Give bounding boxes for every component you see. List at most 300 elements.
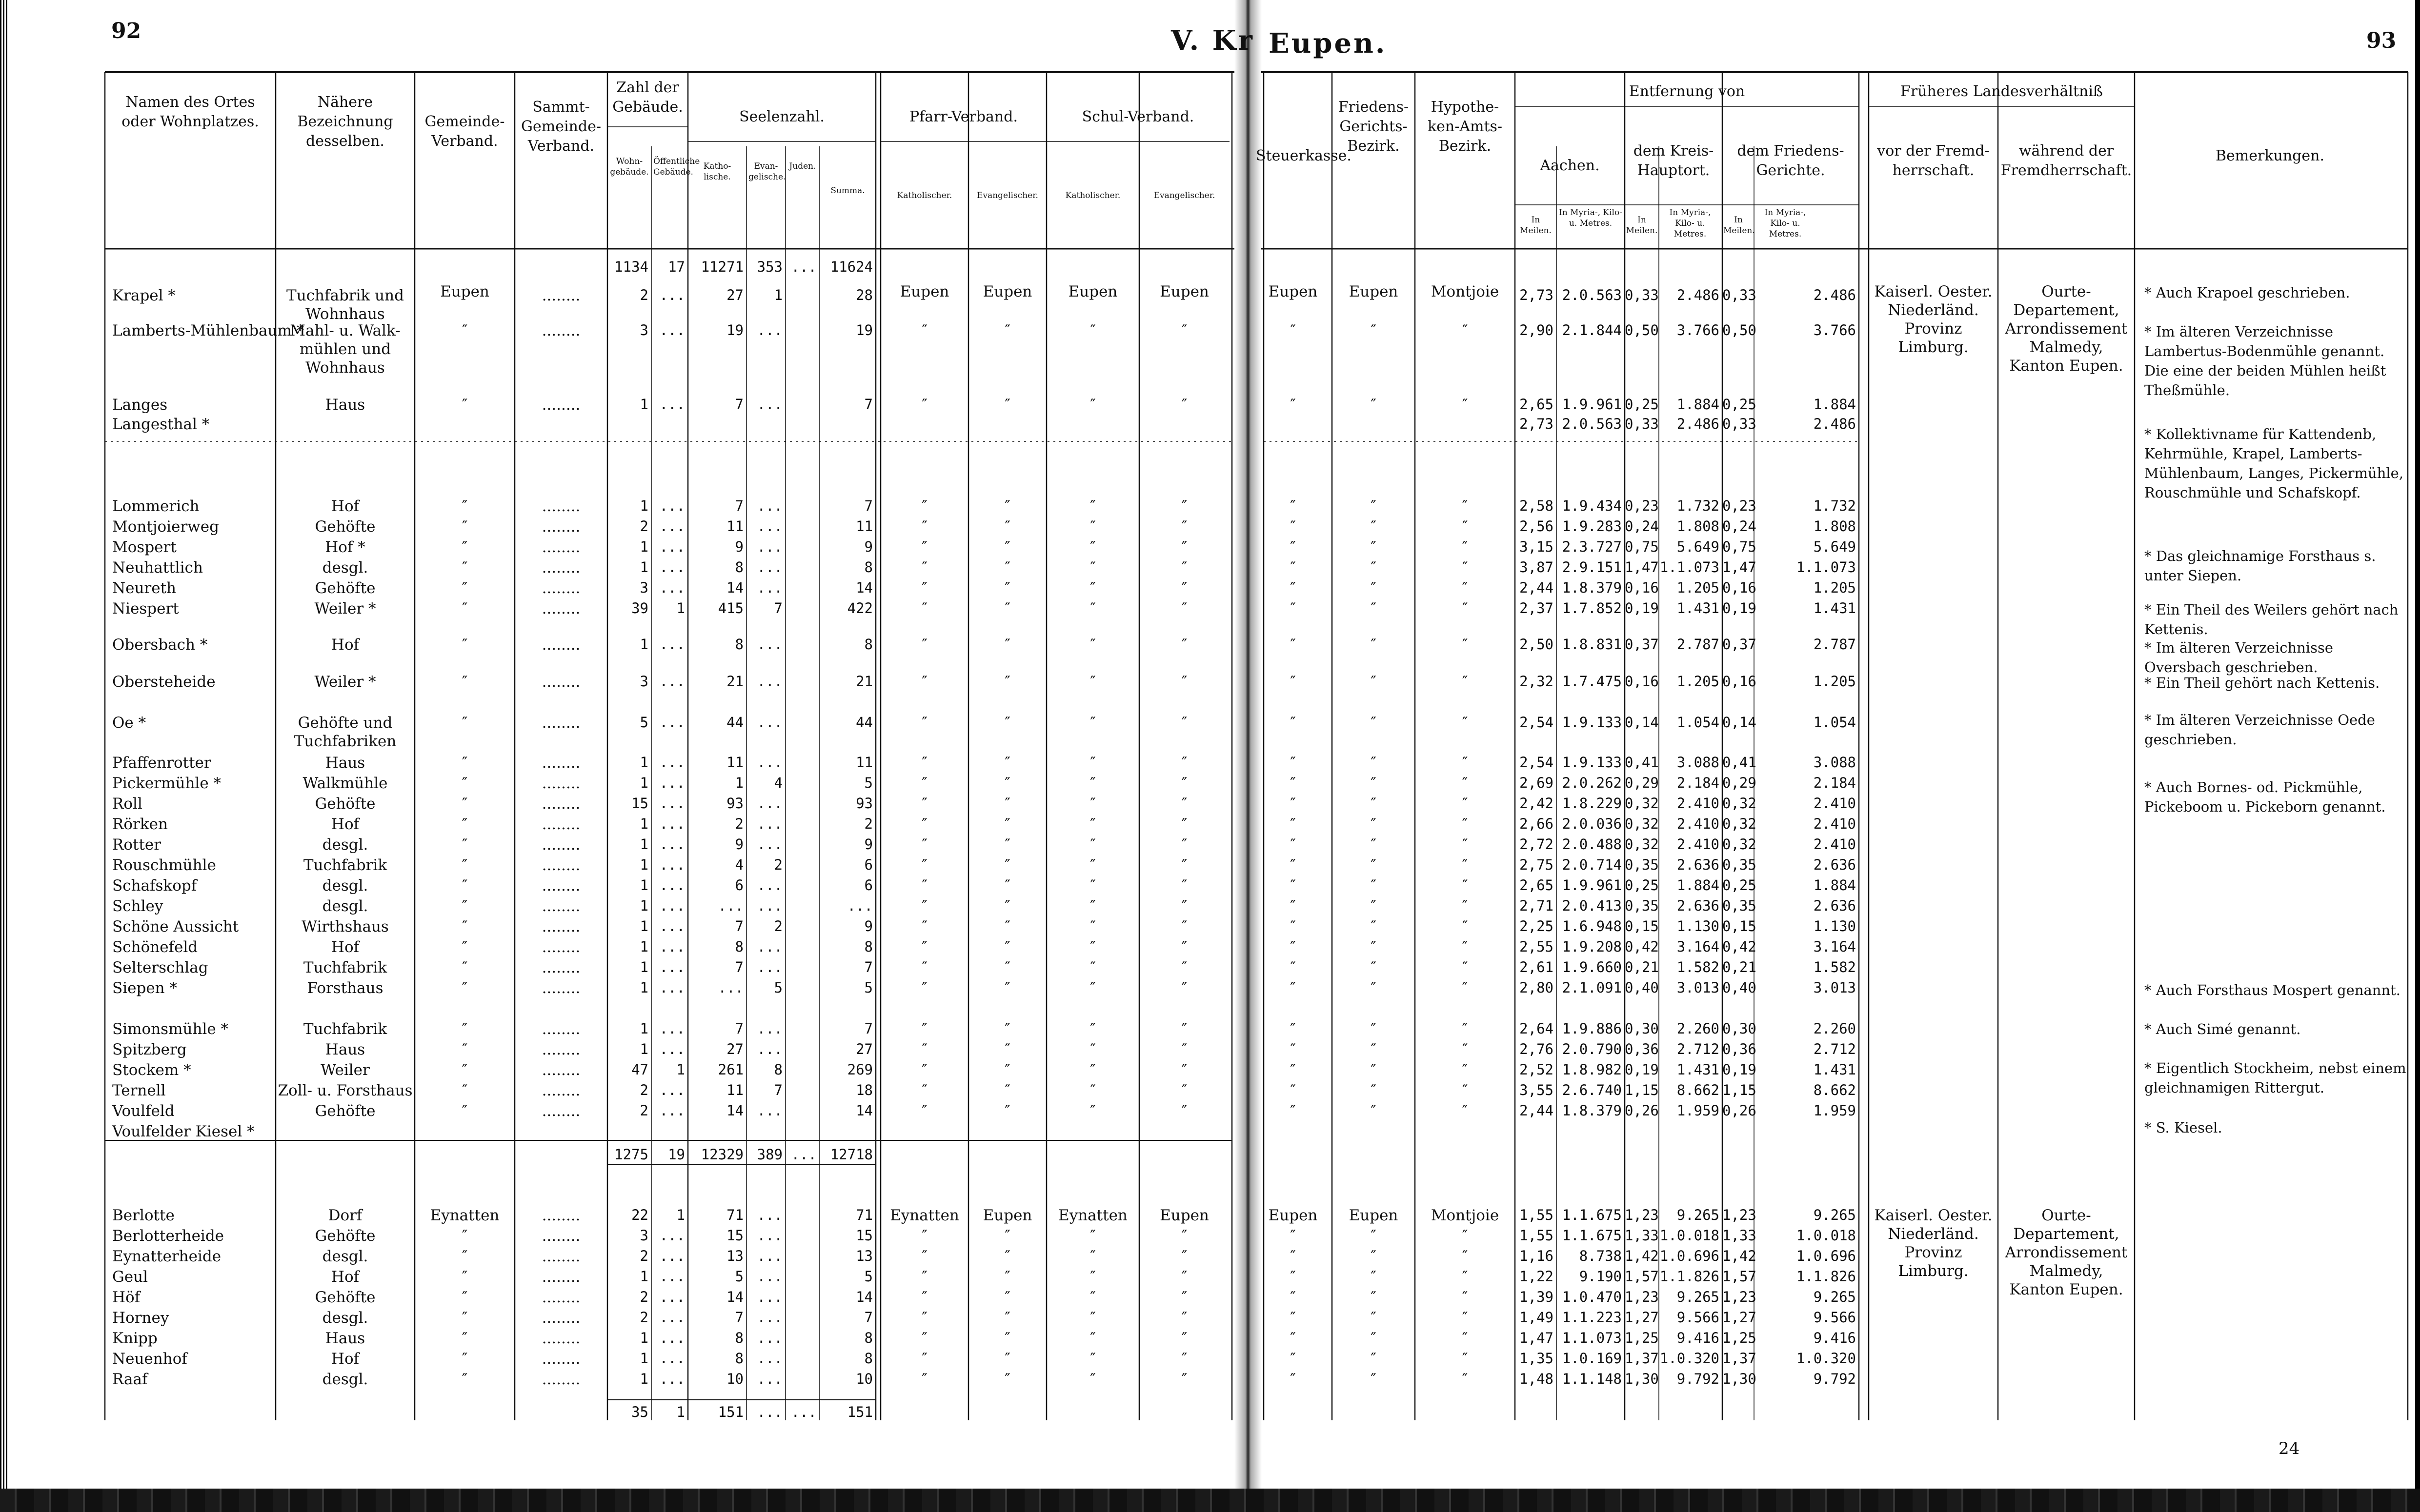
sammt-dots: ........ (542, 877, 581, 895)
pop-evangelical: ... (757, 1330, 783, 1346)
sammt-dots: ........ (542, 579, 581, 597)
dist-district-miles: 0,16 (1625, 579, 1659, 596)
buildings-dwelling: 2 (640, 1309, 648, 1326)
ditto-pe: ″ (1005, 938, 1010, 956)
dist-aachen-miles: 2,32 (1519, 673, 1553, 690)
total-sum: 12718 (830, 1146, 873, 1163)
pop-evangelical: 2 (774, 918, 783, 935)
ditto-hy: ″ (1462, 836, 1468, 854)
dist-aachen-miles: 1,39 (1519, 1289, 1553, 1305)
buildings-public: ... (659, 836, 685, 853)
header-sammt-gemeinde: Sammt-Gemeinde-Verband. (521, 99, 601, 155)
ditto-fr: ″ (1371, 795, 1376, 813)
buildings-dwelling: 1 (640, 856, 648, 873)
total-evangelical: ... (757, 1404, 783, 1420)
buildings-dwelling: 39 (631, 600, 648, 617)
header-school-catholic: Katholischer. (1065, 191, 1121, 200)
ditto-pe: ″ (1005, 836, 1010, 854)
gemeinde-ditto: ″ (462, 322, 468, 339)
ditto-pe: ″ (1005, 795, 1010, 813)
dist-district-miles: 1,42 (1625, 1248, 1659, 1264)
sammt-dots: ........ (542, 918, 581, 935)
total-jews: ... (791, 1404, 817, 1420)
dist-district-metric: 9.792 (1676, 1371, 1719, 1387)
header-court-miles: In Meilen. (1723, 215, 1755, 236)
dist-aachen-metric: 1.6.948 (1562, 918, 1622, 935)
place-description: Hof (331, 1268, 360, 1286)
dist-court-metric: 1.884 (1813, 877, 1856, 894)
dist-district-miles: 0,30 (1625, 1020, 1659, 1037)
ditto-st: ″ (1290, 836, 1296, 854)
dist-district-metric: 2.787 (1676, 636, 1719, 653)
ditto-st: ″ (1290, 322, 1296, 339)
pop-total: 9 (864, 918, 873, 935)
ditto-st: ″ (1290, 877, 1296, 895)
gemeinde-ditto: ″ (462, 897, 468, 915)
ditto-st: ″ (1290, 1041, 1296, 1058)
ditto-sk: ″ (1090, 1371, 1096, 1388)
gemeinde-ditto: ″ (462, 636, 468, 654)
place-description: Tuchfabrik (303, 856, 387, 874)
ditto-pk: ″ (922, 538, 928, 556)
gemeinde-ditto: ″ (462, 1061, 468, 1079)
ditto-st: ″ (1290, 636, 1296, 654)
header-jews: Juden. (789, 161, 816, 171)
dist-aachen-metric: 1.8.831 (1562, 636, 1622, 653)
ditto-fr: ″ (1371, 979, 1376, 997)
ditto-hy: ″ (1462, 816, 1468, 833)
dist-court-metric: 2.410 (1813, 836, 1856, 853)
pop-catholic: 7 (735, 1309, 744, 1326)
ditto-fr: ″ (1371, 600, 1376, 617)
dist-district-metric: 1.130 (1676, 918, 1719, 935)
pop-catholic: 2 (735, 816, 744, 832)
remark-8: * Auch Bornes- od. Pickmühle, Pickeboom u. Pickeborn genannt. (2144, 779, 2386, 815)
dist-district-miles: 1,37 (1625, 1350, 1659, 1367)
pop-total: 7 (864, 959, 873, 975)
buildings-dwelling: 2 (640, 1289, 648, 1305)
former-during-a-2: Arrondissement (2005, 320, 2128, 338)
dist-court-miles: 0,75 (1722, 538, 1756, 555)
ditto-hy: ″ (1462, 979, 1468, 997)
ditto-st: ″ (1290, 1371, 1296, 1388)
pop-evangelical: ... (757, 636, 783, 653)
buildings-dwelling: 3 (640, 1227, 648, 1244)
total-catholic: 151 (718, 1404, 744, 1420)
ditto-se: ″ (1181, 918, 1188, 935)
dist-aachen-miles: 1,55 (1519, 1207, 1553, 1223)
buildings-dwelling: 1 (640, 1371, 648, 1387)
pop-evangelical: ... (757, 1309, 783, 1326)
pop-evangelical: ... (757, 396, 783, 413)
gemeinde-ditto: ″ (462, 1041, 468, 1058)
buildings-public: ... (659, 497, 685, 514)
ditto-se: ″ (1181, 1330, 1188, 1347)
ditto-hy: ″ (1462, 856, 1468, 874)
place-name: Höf (112, 1289, 141, 1306)
buildings-public: ... (659, 714, 685, 731)
buildings-dwelling: 1 (640, 1330, 648, 1346)
ditto-pe: ″ (1005, 673, 1010, 691)
total-public: 19 (668, 1146, 685, 1163)
place-description: desgl. (322, 836, 368, 854)
pop-total: 269 (847, 1061, 873, 1078)
dist-district-metric: 2.260 (1676, 1020, 1719, 1037)
place-name: Schafskopf (112, 877, 197, 895)
ditto-sk: ″ (1090, 518, 1096, 536)
former-before-b-1: Niederländ. (1888, 1225, 1979, 1243)
sammt-dots: ........ (542, 600, 581, 617)
ditto-pe: ″ (1005, 1041, 1010, 1058)
header-evangelical: Evan-gelische. (748, 161, 786, 182)
dist-district-miles: 1,27 (1625, 1309, 1659, 1326)
dist-court-miles: 0,35 (1722, 897, 1756, 914)
place-description: desgl. (322, 897, 368, 915)
place-name: Eynatterheide (112, 1248, 222, 1265)
dist-district-miles: 1,15 (1625, 1082, 1659, 1098)
header-school: Schul-Verband. (1082, 108, 1194, 125)
buildings-dwelling: 1 (640, 938, 648, 955)
former-during-b-2: Arrondissement (2005, 1244, 2128, 1261)
buildings-dwelling: 47 (631, 1061, 648, 1078)
ditto-sk: ″ (1090, 600, 1096, 617)
pop-catholic: 7 (735, 1020, 744, 1037)
ditto-fr: ″ (1371, 1350, 1376, 1368)
former-before-a-0: Kaiserl. Oester. (1874, 283, 1993, 300)
header-name: Namen des Ortes oder Wohnplatzes. (121, 94, 259, 130)
dist-aachen-miles: 2,25 (1519, 918, 1553, 935)
ditto-se: ″ (1181, 1268, 1188, 1286)
ditto-hy: ″ (1462, 1227, 1468, 1245)
dist-court-metric: 2.410 (1813, 816, 1856, 832)
ditto-sk: ″ (1090, 754, 1096, 772)
sammt-dots: ........ (542, 938, 581, 956)
dist-court-miles: 0,33 (1722, 416, 1756, 432)
dist-aachen-miles: 2,61 (1519, 959, 1553, 975)
buildings-public: ... (659, 1289, 685, 1305)
dist-district-miles: 0,32 (1625, 795, 1659, 812)
place-name: Simonsmühle * (112, 1020, 229, 1038)
ditto-se: ″ (1181, 795, 1188, 813)
sammt-dots: ........ (542, 856, 581, 874)
sammt-dots: ........ (542, 1020, 581, 1038)
ditto-pe: ″ (1005, 1248, 1010, 1265)
dist-district-metric: 1.054 (1676, 714, 1719, 731)
pop-total: 5 (864, 775, 873, 791)
association-sk: Eynatten (1058, 1207, 1128, 1224)
buildings-dwelling: 1 (640, 836, 648, 853)
gemeinde-ditto: ″ (462, 1309, 468, 1327)
place-name: Langes (112, 396, 168, 414)
ditto-se: ″ (1181, 959, 1188, 976)
dist-court-miles: 0,25 (1722, 396, 1756, 413)
pop-catholic: 5 (735, 1268, 744, 1285)
header-population: Seelenzahl. (739, 108, 825, 125)
buildings-public: ... (659, 1020, 685, 1037)
sammt-dots: ........ (542, 497, 581, 515)
place-description: Haus (325, 1041, 365, 1058)
sammt-dots: ........ (542, 816, 581, 833)
gemeinde-ditto: ″ (462, 1020, 468, 1038)
former-during-a-1: Departement, (2013, 301, 2119, 319)
sammt-dots: ........ (542, 1082, 581, 1099)
header-tax-office: Steuerkasse. (1256, 147, 1351, 164)
page-number-left: 92 (111, 19, 141, 43)
ditto-fr: ″ (1371, 856, 1376, 874)
pop-evangelical: ... (757, 1102, 783, 1119)
header-buildings: Zahl der Gebäude. (612, 79, 683, 116)
dist-district-metric: 1.205 (1676, 579, 1719, 596)
ditto-pe: ″ (1005, 600, 1010, 617)
dist-aachen-miles: 2,54 (1519, 754, 1553, 771)
buildings-dwelling: 2 (640, 1102, 648, 1119)
dist-aachen-miles: 2,58 (1519, 497, 1553, 514)
ditto-hy: ″ (1462, 897, 1468, 915)
buildings-public: ... (659, 673, 685, 690)
ditto-fr: ″ (1371, 1289, 1376, 1306)
dist-court-miles: 0,19 (1722, 600, 1756, 617)
dist-court-metric: 1.431 (1813, 1061, 1856, 1078)
gemeinde-ditto: ″ (462, 396, 468, 414)
ditto-pk: ″ (922, 795, 928, 813)
ditto-se: ″ (1181, 1371, 1188, 1388)
dist-district-miles: 0,19 (1625, 1061, 1659, 1078)
place-name: Selterschlag (112, 959, 208, 976)
dist-court-metric: 1.1.073 (1796, 559, 1856, 576)
dist-court-miles: 0,19 (1722, 1061, 1756, 1078)
pop-evangelical: ... (757, 1371, 783, 1387)
ditto-se: ″ (1181, 497, 1188, 515)
total-dwelling: 1134 (614, 259, 648, 275)
place-description: Hof (331, 816, 360, 833)
pop-catholic: 8 (735, 1330, 744, 1346)
dist-district-miles: 0,24 (1625, 518, 1659, 535)
ditto-st: ″ (1290, 1248, 1296, 1265)
place-description: Weiler * (314, 600, 376, 617)
association-se: Eupen (1160, 283, 1209, 300)
dist-aachen-miles: 2,90 (1519, 322, 1553, 338)
sammt-dots: ........ (542, 559, 581, 577)
dist-aachen-metric: 2.0.563 (1562, 287, 1622, 303)
dist-aachen-miles: 1,22 (1519, 1268, 1553, 1285)
pop-total: 6 (864, 856, 873, 873)
header-buildings-dwelling: Wohn-gebäude. (610, 157, 649, 177)
dist-court-metric: 2.486 (1813, 287, 1856, 303)
dist-district-metric: 9.566 (1676, 1309, 1719, 1326)
gemeinde-ditto: ″ (462, 1102, 468, 1120)
place-description: Weiler (321, 1061, 370, 1079)
place-description: Gehöfte (315, 518, 376, 536)
buildings-dwelling: 22 (631, 1207, 648, 1223)
ditto-se: ″ (1181, 322, 1188, 339)
place-name: Schley (112, 897, 163, 915)
ditto-sk: ″ (1090, 1289, 1096, 1306)
dist-court-metric: 1.205 (1813, 673, 1856, 690)
dist-court-miles: 0,50 (1722, 322, 1756, 338)
title-right-part: Eupen. (1269, 27, 1387, 60)
dist-aachen-metric: 1.1.148 (1562, 1371, 1622, 1387)
dist-district-miles: 0,14 (1625, 714, 1659, 731)
sammt-dots: ........ (542, 1102, 581, 1120)
ditto-pe: ″ (1005, 897, 1010, 915)
pop-total: 11 (856, 518, 873, 535)
dist-district-metric: 1.959 (1676, 1102, 1719, 1119)
buildings-dwelling: 1 (640, 538, 648, 555)
dist-court-miles: 0,16 (1722, 673, 1756, 690)
ditto-pe: ″ (1005, 322, 1010, 339)
sammt-dots: ........ (542, 1248, 581, 1265)
dist-district-metric: 1.884 (1676, 877, 1719, 894)
buildings-public: ... (659, 1227, 685, 1244)
ditto-pk: ″ (922, 1102, 928, 1120)
ditto-fr: ″ (1371, 775, 1376, 792)
dist-district-miles: 0,35 (1625, 897, 1659, 914)
dist-court-metric: 5.649 (1813, 538, 1856, 555)
ditto-fr: ″ (1371, 673, 1376, 691)
dist-court-miles: 1,23 (1722, 1289, 1756, 1305)
dist-district-miles: 1,33 (1625, 1227, 1659, 1244)
ditto-pe: ″ (1005, 1082, 1010, 1099)
ditto-fr: ″ (1371, 1268, 1376, 1286)
ditto-sk: ″ (1090, 1350, 1096, 1368)
buildings-dwelling: 2 (640, 518, 648, 535)
buildings-dwelling: 1 (640, 754, 648, 771)
gemeinde-ditto: ″ (462, 714, 468, 732)
ditto-st: ″ (1290, 714, 1296, 732)
gemeinde-ditto: ″ (462, 1330, 468, 1347)
dist-aachen-miles: 2,52 (1519, 1061, 1553, 1078)
ditto-se: ″ (1181, 836, 1188, 854)
page-number-right: 93 (2366, 28, 2397, 53)
sammt-dots: ........ (542, 1227, 581, 1245)
dist-district-metric: 1.582 (1676, 959, 1719, 975)
sammt-dots: ........ (542, 979, 581, 997)
ditto-se: ″ (1181, 714, 1188, 732)
place-description: Hof (331, 497, 360, 515)
sammt-dots: ........ (542, 959, 581, 976)
ditto-sk: ″ (1090, 1268, 1096, 1286)
header-parish-catholic: Katholischer. (897, 191, 952, 200)
remark-7: * Im älteren Verzeichnisse Oede geschrieben. (2144, 712, 2375, 748)
gemeinde-ditto: ″ (462, 795, 468, 813)
dist-court-metric: 1.054 (1813, 714, 1856, 731)
dist-aachen-miles: 2,55 (1519, 938, 1553, 955)
ditto-pk: ″ (922, 959, 928, 976)
dist-district-metric: 1.0.320 (1659, 1350, 1719, 1367)
pop-evangelical: ... (757, 559, 783, 576)
header-district-miles: In Meilen. (1626, 215, 1658, 236)
ditto-se: ″ (1181, 1227, 1188, 1245)
dist-aachen-metric: 1.9.886 (1562, 1020, 1622, 1037)
dist-aachen-metric: 2.0.413 (1562, 897, 1622, 914)
place-name: Neuenhof (112, 1350, 187, 1368)
pop-total: 6 (864, 877, 873, 894)
dist-court-miles: 1,47 (1722, 559, 1756, 576)
gemeinde-ditto: ″ (462, 1350, 468, 1368)
gemeinde-ditto: ″ (462, 856, 468, 874)
ditto-pk: ″ (922, 673, 928, 691)
ditto-pe: ″ (1005, 1309, 1010, 1327)
dist-court-miles: 0,25 (1722, 877, 1756, 894)
dist-court-metric: 1.0.018 (1796, 1227, 1856, 1244)
dist-aachen-miles: 2,44 (1519, 1102, 1553, 1119)
dist-court-miles: 0,23 (1722, 497, 1756, 514)
place-description-2: Tuchfabriken (294, 733, 397, 750)
ditto-sk: ″ (1090, 636, 1096, 654)
place-name: Knipp (112, 1330, 158, 1347)
ditto-hy: ″ (1462, 1061, 1468, 1079)
gemeinde-ditto: ″ (462, 579, 468, 597)
pop-evangelical: ... (757, 877, 783, 894)
place-description-2: Wohnhaus (305, 305, 385, 323)
pop-evangelical: ... (757, 938, 783, 955)
total-dwelling: 1275 (614, 1146, 648, 1163)
buildings-dwelling: 1 (640, 559, 648, 576)
pop-total: 7 (864, 497, 873, 514)
dist-district-metric: 9.265 (1676, 1207, 1719, 1223)
ditto-pk: ″ (922, 600, 928, 617)
dist-court-metric: 1.808 (1813, 518, 1856, 535)
ditto-fr: ″ (1371, 1248, 1376, 1265)
dist-aachen-metric: 1.9.283 (1562, 518, 1622, 535)
dist-aachen-metric: 1.9.660 (1562, 959, 1622, 975)
ditto-se: ″ (1181, 600, 1188, 617)
dist-aachen-metric: 1.9.961 (1562, 396, 1622, 413)
pop-evangelical: ... (757, 538, 783, 555)
dist-district-miles: 0,37 (1625, 636, 1659, 653)
buildings-public: ... (659, 287, 685, 303)
dist-aachen-metric: 2.0.488 (1562, 836, 1622, 853)
gemeinde-ditto: ″ (462, 518, 468, 536)
pop-catholic: 7 (735, 497, 744, 514)
pop-evangelical: 5 (774, 979, 783, 996)
buildings-dwelling: 1 (640, 979, 648, 996)
remark-11: * Eigentlich Stockheim, nebst einem gleichnamigen Rittergut. (2144, 1060, 2406, 1096)
former-during-b-0: Ourte- (2041, 1207, 2091, 1224)
dist-court-metric: 2.712 (1813, 1041, 1856, 1057)
ditto-sk: ″ (1090, 1330, 1096, 1347)
ditto-fr: ″ (1371, 636, 1376, 654)
buildings-public: ... (659, 1309, 685, 1326)
pop-total: 8 (864, 1330, 873, 1346)
place-description: Mahl- u. Walk- (290, 322, 401, 339)
former-before-b-2: Provinz (1904, 1244, 1962, 1261)
ditto-pe: ″ (1005, 396, 1010, 414)
ditto-pk: ″ (922, 918, 928, 935)
place-description: Haus (325, 396, 365, 414)
ditto-pe: ″ (1005, 714, 1010, 732)
header-distance: Entfernung von (1629, 83, 1745, 100)
ditto-pe: ″ (1005, 918, 1010, 935)
dist-aachen-metric: 1.8.229 (1562, 795, 1622, 812)
former-before-a-3: Limburg. (1898, 338, 1969, 356)
place-description: Gehöfte (315, 1289, 376, 1306)
header-description: Nähere Bezeichnung desselben. (297, 94, 393, 150)
dist-aachen-metric: 2.3.727 (1562, 538, 1622, 555)
pop-total: 18 (856, 1082, 873, 1098)
ditto-se: ″ (1181, 1350, 1188, 1368)
place-description: Gehöfte (315, 795, 376, 813)
dist-district-metric: 2.636 (1676, 897, 1719, 914)
ditto-se: ″ (1181, 877, 1188, 895)
header-mortgage-office: Hypothe-ken-Amts-Bezirk. (1427, 99, 1503, 155)
association-st: Eupen (1268, 283, 1318, 300)
dist-district-miles: 1,30 (1625, 1371, 1659, 1387)
place-name: Langesthal * (112, 416, 210, 433)
place-description: Walkmühle (302, 775, 388, 792)
place-name: Roll (112, 795, 142, 813)
pop-total: 10 (856, 1371, 873, 1387)
